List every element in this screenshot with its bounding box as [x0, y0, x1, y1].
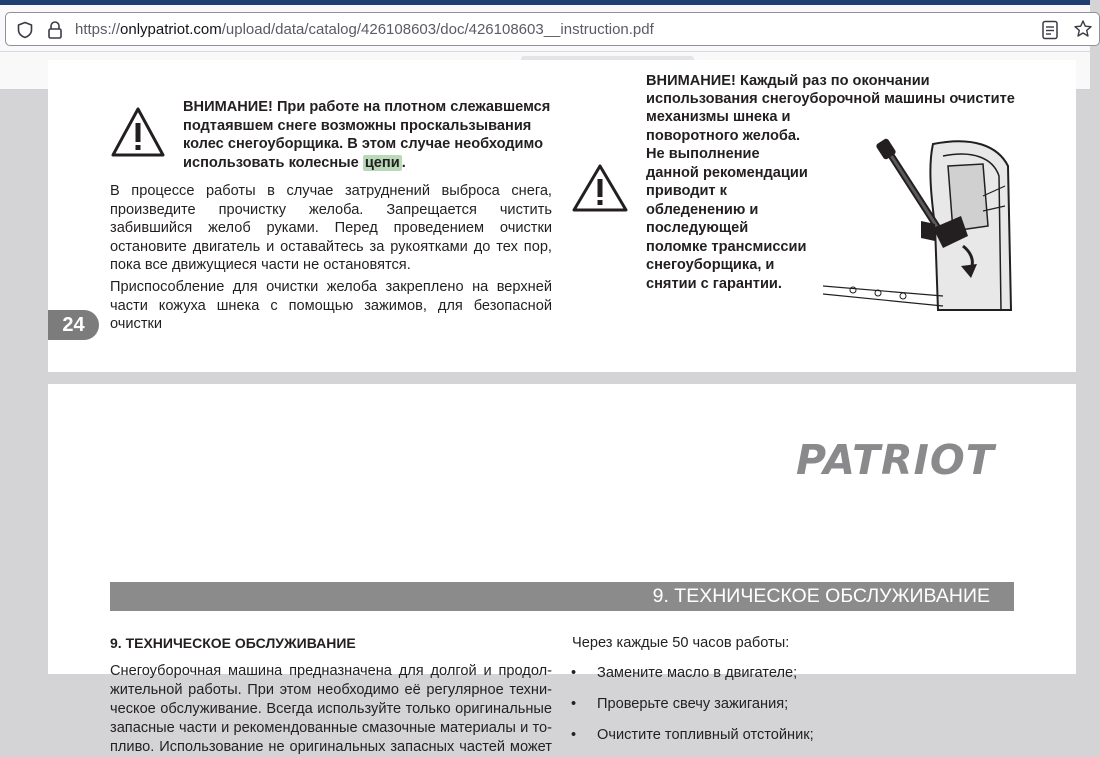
- navigation-bar: [0, 5, 1090, 52]
- bullet-symbol: •: [571, 696, 577, 712]
- url-prefix: https://: [75, 21, 121, 38]
- url-domain: onlypatriot.com: [120, 21, 222, 38]
- section-heading: 9. ТЕХНИЧЕСКОЕ ОБСЛУЖИВАНИЕ: [110, 635, 356, 651]
- warning-line: данной рекомендации: [646, 164, 808, 181]
- paragraph-chute-tool: [110, 278, 552, 334]
- paragraph-line: пливо. Использование не оригинальных запасных частей может: [110, 739, 552, 755]
- paragraph-line: части кожуха шнека с помощью зажимов, для безопасной очистки: [110, 297, 552, 332]
- warning-line: последующей: [646, 220, 749, 236]
- url-path: /upload/data/catalog/426108603/doc/426108603__instruction.pdf: [221, 21, 654, 38]
- bullet-item: Проверьте свечу зажигания;: [597, 696, 789, 712]
- warning-triangle-icon: [110, 106, 166, 158]
- warning-line: подтаявшем снеге возможны проскальзывания: [183, 117, 532, 134]
- chute-cleaning-illustration: [823, 136, 1015, 310]
- pdf-page-24: [48, 60, 1076, 372]
- warning-last-text: использовать колесные: [183, 154, 363, 171]
- reader-view-icon[interactable]: [1041, 20, 1059, 40]
- paragraph-line: пока все движущиеся части не остановятся.: [110, 257, 411, 273]
- pdf-page-25: [48, 384, 1076, 755]
- shield-icon[interactable]: [16, 21, 34, 39]
- paragraph-line: ческое обслуживание. Всегда используйте только оригинальные: [110, 701, 552, 717]
- paragraph-line: запасные части и рекомендованные смазочные материалы и то-: [110, 720, 552, 736]
- warning-line: колес снегоуборщика. В этом случае необходимо: [183, 136, 544, 152]
- warning-line: снятии с гарантии.: [646, 275, 782, 292]
- warning-line: ВНИМАНИЕ! При работе на плотном слежавшемся: [183, 99, 551, 115]
- page-number-badge: 24: [48, 310, 99, 340]
- warning-text-2-line1: использования снегоуборочной машины очистите: [646, 91, 1015, 107]
- bullet-item: Замените масло в двигателе;: [597, 665, 798, 681]
- patriot-logo: PATRIOT: [796, 436, 995, 484]
- warning-text-1: [183, 98, 552, 172]
- warning-line: снегоуборщика, и: [646, 257, 775, 273]
- pdf-viewer[interactable]: [0, 73, 1090, 755]
- bullet-item: Очистите топливный отстойник;: [597, 727, 814, 743]
- warning-line: механизмы шнека и: [646, 109, 791, 125]
- interval-heading: Через каждые 50 часов работы:: [572, 635, 790, 651]
- address-bar[interactable]: [5, 12, 1100, 46]
- url-text[interactable]: [75, 21, 654, 38]
- search-highlight: цепи: [364, 154, 400, 171]
- warning-line: обледенению и: [646, 201, 759, 218]
- bookmark-star-icon[interactable]: [1073, 19, 1093, 39]
- maintenance-paragraph: [110, 662, 552, 757]
- paragraph-line: Снегоуборочная машина предназначена для долгой и продол-: [110, 663, 552, 679]
- paragraph-chute-cleaning: [110, 182, 552, 275]
- warning-line: поворотного желоба.: [646, 127, 801, 144]
- warning-line: поломке трансмиссии: [646, 238, 807, 255]
- paragraph-line: В процессе работы в случае затруднений выброса снега,: [110, 183, 552, 199]
- warning-line-last: [183, 154, 552, 173]
- paragraph-line: забившийся желоб руками. Перед проведением очистки: [110, 220, 552, 236]
- warning-triangle-icon: [571, 163, 629, 213]
- bullet-symbol: •: [571, 665, 577, 681]
- paragraph-line: Приспособление для очистки желоба закреплено на верхней: [110, 279, 552, 295]
- warning-line: приводит к: [646, 183, 727, 199]
- warning-text-2: [646, 108, 826, 293]
- warning-text-2-cut: ВНИМАНИЕ! Каждый раз по окончании: [646, 73, 930, 89]
- paragraph-line: жительной работы. При этом необходимо её регулярное техни-: [110, 682, 552, 698]
- paragraph-line: остановите двигатель и оставайтесь за рукоятками до тех пор,: [110, 238, 552, 255]
- paragraph-line: произведите прочистку желоба. Запрещается чистить: [110, 201, 552, 218]
- section-header-title: 9. ТЕХНИЧЕСКОЕ ОБСЛУЖИВАНИЕ: [652, 585, 990, 607]
- warning-line: Не выполнение: [646, 146, 760, 162]
- lock-icon[interactable]: [46, 20, 64, 40]
- section-header-bar: [110, 582, 1014, 611]
- bullet-symbol: •: [571, 727, 577, 743]
- warning-last-punct: .: [401, 154, 406, 171]
